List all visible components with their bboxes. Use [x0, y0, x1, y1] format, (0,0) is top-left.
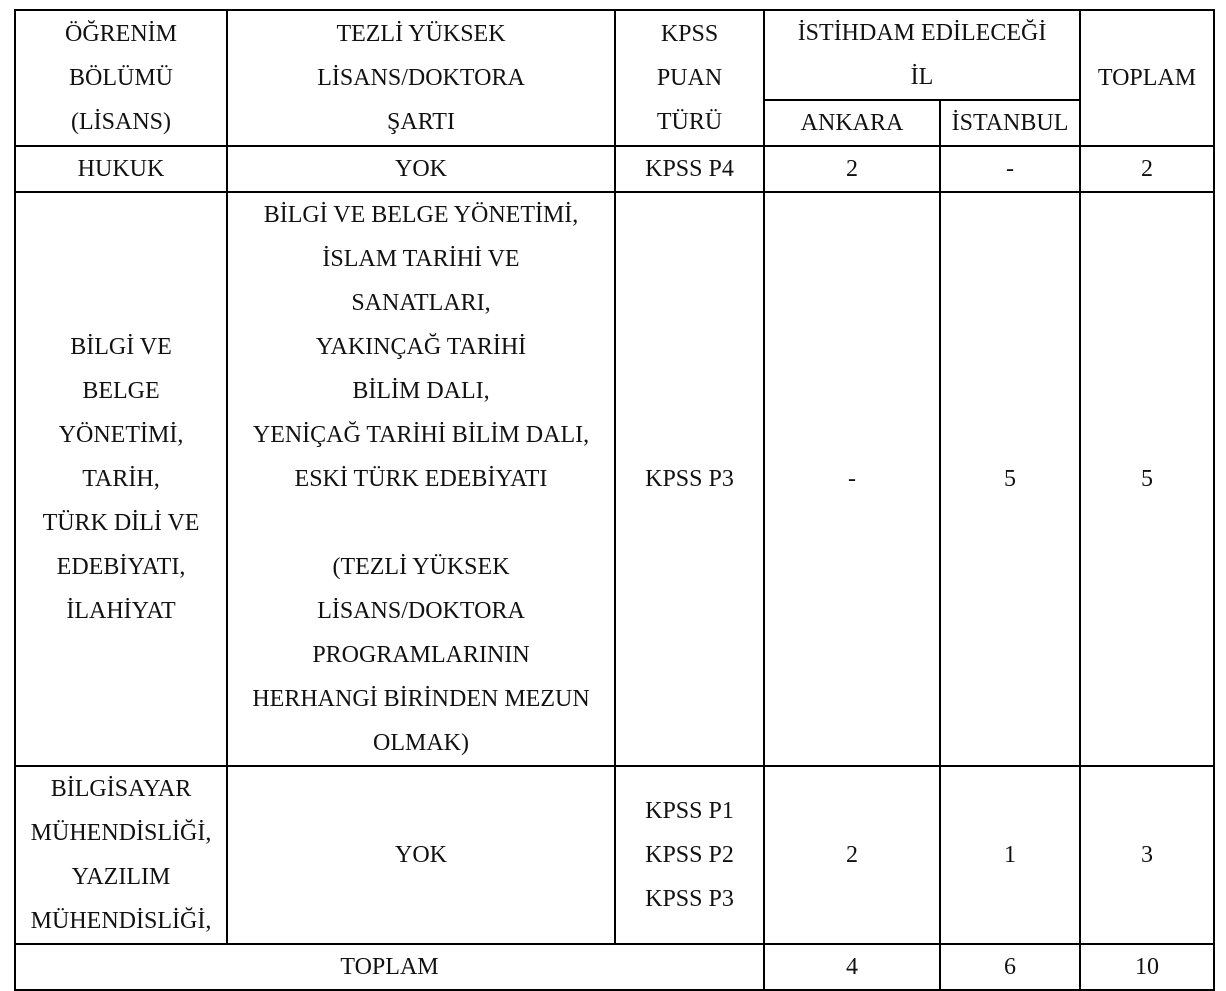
cell-ankara: 2 [764, 146, 940, 192]
total-label: TOPLAM [15, 944, 764, 990]
spacer [230, 501, 612, 545]
table-row [15, 146, 1214, 192]
cell-toplam: 2 [1080, 146, 1214, 192]
total-ankara: 4 [764, 944, 940, 990]
header-istihdam-il: İSTİHDAM EDİLECEĞİ İL [764, 10, 1080, 100]
cell-sart: BİLGİ VE BELGE YÖNETİMİ, İSLAM TARİHİ VE SANATLARI, YAKINÇAĞ TARİHİ BİLİM DALI, YENİÇAĞ TARİHİ BİLİM DALI, ESKİ TÜRK EDEBİYATI (TEZLİ YÜKSEK LİSANS/DOKTORA PROGRAMLARININ HERHANGİ BİRİNDEN MEZUN OLMAK) [227, 192, 615, 766]
header-ankara: ANKARA [764, 100, 940, 146]
table-row [15, 766, 1214, 944]
cell-ankara: - [764, 192, 940, 766]
total-istanbul: 6 [940, 944, 1080, 990]
cell-toplam: 5 [1080, 192, 1214, 766]
cell-ankara: 2 [764, 766, 940, 944]
cell-toplam: 3 [1080, 766, 1214, 944]
cell-bolum: BİLGİ VE BELGE YÖNETİMİ, TARİH, TÜRK DİLİ VE EDEBİYATI, İLAHİYAT [15, 192, 227, 766]
header-istanbul: İSTANBUL [940, 100, 1080, 146]
header-ogrenim-bolumu: ÖĞRENİM BÖLÜMÜ (LİSANS) [15, 10, 227, 146]
total-toplam: 10 [1080, 944, 1214, 990]
total-row [15, 944, 1214, 990]
cell-sart: YOK [227, 766, 615, 944]
cell-istanbul: 1 [940, 766, 1080, 944]
cell-istanbul: - [940, 146, 1080, 192]
cell-istanbul: 5 [940, 192, 1080, 766]
header-toplam: TOPLAM [1080, 10, 1214, 146]
cell-puan: KPSS P1 KPSS P2 KPSS P3 [615, 766, 764, 944]
header-tezli-sart: TEZLİ YÜKSEK LİSANS/DOKTORA ŞARTI [227, 10, 615, 146]
cell-puan: KPSS P3 [615, 192, 764, 766]
cell-bolum: HUKUK [15, 146, 227, 192]
cell-sart: YOK [227, 146, 615, 192]
table-row [15, 192, 1214, 766]
quota-table [14, 9, 1215, 991]
cell-bolum: BİLGİSAYAR MÜHENDİSLİĞİ, YAZILIM MÜHENDİSLİĞİ, [15, 766, 227, 944]
header-kpss-puan-turu: KPSS PUAN TÜRÜ [615, 10, 764, 146]
cell-puan: KPSS P4 [615, 146, 764, 192]
